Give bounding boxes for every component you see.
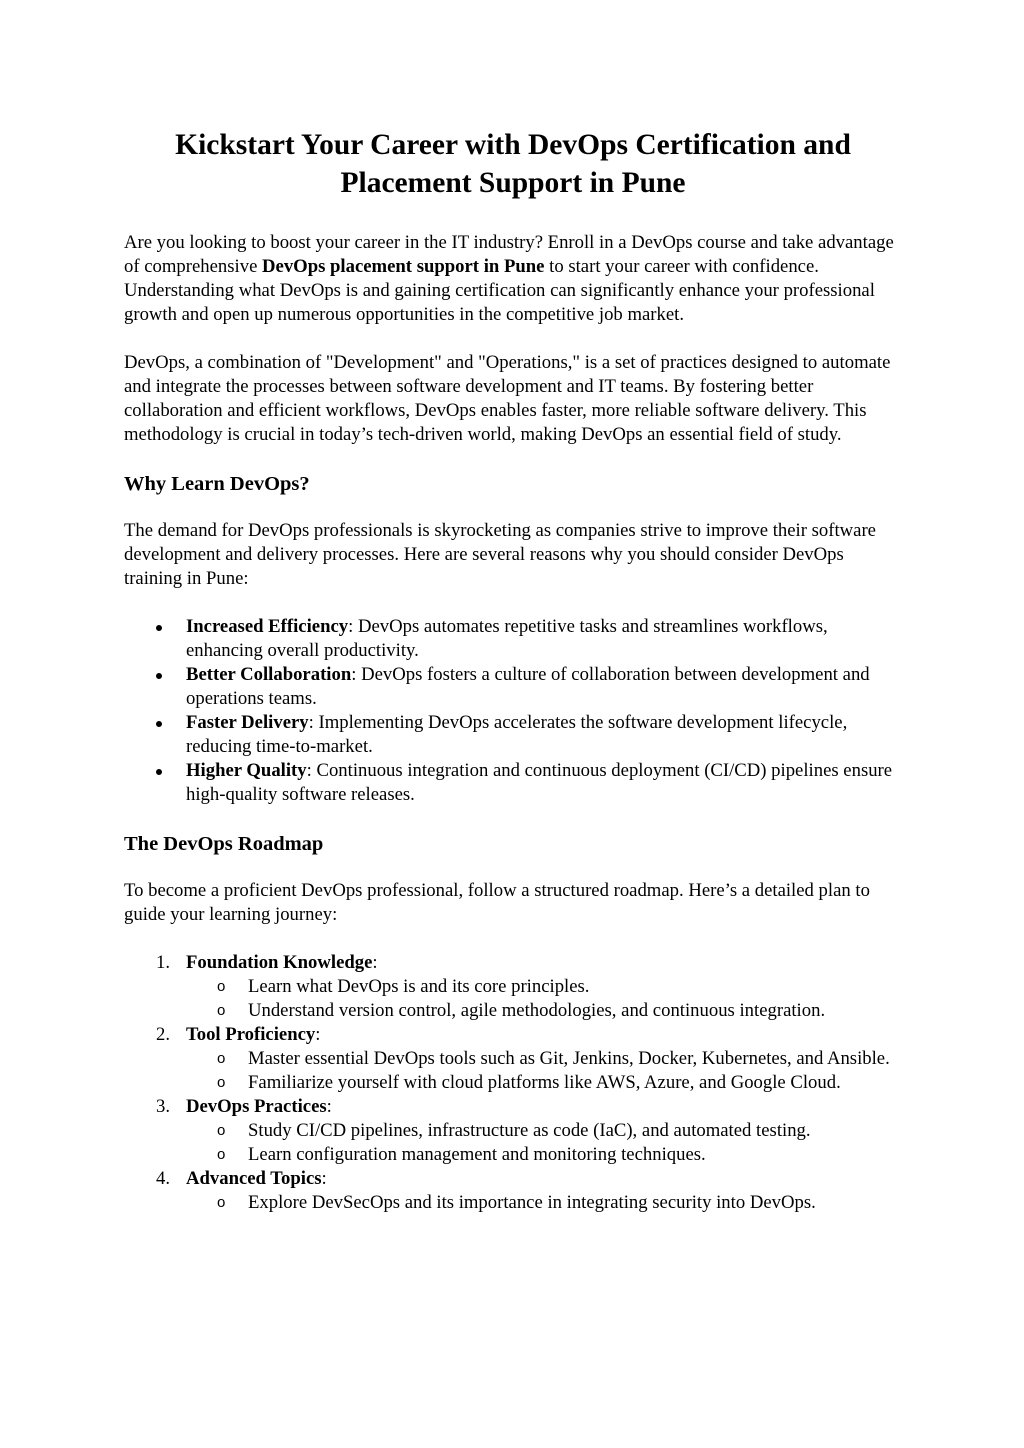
intro-text-start: Are you looking to boost your career in the IT industry? Enroll in a DevOps course and take advantage of comprehensive [124, 232, 894, 277]
bullet-icon [156, 769, 162, 775]
sub-item-text: Explore DevSecOps and its importance in integrating security into DevOps. [248, 1192, 816, 1213]
sub-item-text: Familiarize yourself with cloud platforms like AWS, Azure, and Google Cloud. [248, 1072, 841, 1093]
page-title: Kickstart Your Career with DevOps Certification and Placement Support in Pune [175, 129, 851, 199]
bullet-icon [156, 625, 162, 631]
step-sub-item [186, 1143, 902, 1167]
step-sub-list [186, 1119, 902, 1167]
benefit-item [124, 615, 902, 663]
benefit-text: : DevOps fosters a culture of collaboration between development and operations teams. [186, 664, 870, 709]
sub-item-text: Learn what DevOps is and its core principles. [248, 976, 590, 997]
roadmap-step [124, 1095, 902, 1167]
intro-bold-phrase: DevOps placement support in Pune [262, 256, 545, 277]
step-number: 2. [156, 1024, 171, 1045]
step-sub-list [186, 1047, 902, 1095]
circle-bullet-icon: o [217, 1194, 226, 1211]
roadmap-step [124, 1023, 902, 1095]
roadmap-step [124, 1167, 902, 1215]
roadmap-steps-list [124, 951, 902, 1215]
step-title: DevOps Practices [186, 1096, 327, 1117]
benefit-item [124, 759, 902, 807]
step-title: Foundation Knowledge [186, 952, 373, 973]
why-intro-paragraph: The demand for DevOps professionals is skyrocketing as companies strive to improve their software development and delivery processes. Here are several reasons why you should consider DevOps training in Pune: [124, 520, 876, 589]
step-sub-item [186, 1119, 902, 1143]
circle-bullet-icon: o [217, 978, 226, 995]
step-colon: : [372, 952, 378, 973]
sub-item-text: Master essential DevOps tools such as Git, Jenkins, Docker, Kubernetes, and Ansible. [248, 1048, 890, 1069]
benefit-term: Faster Delivery [186, 712, 309, 733]
step-colon: : [321, 1168, 327, 1189]
roadmap-heading: The DevOps Roadmap [124, 833, 324, 855]
roadmap-intro-paragraph: To become a proficient DevOps professional, follow a structured roadmap. Here’s a detailed plan to guide your learning journey: [124, 880, 870, 925]
sub-item-text: Understand version control, agile methodologies, and continuous integration. [248, 1000, 826, 1021]
definition-paragraph: DevOps, a combination of "Development" and "Operations," is a set of practices designed to automate and integrate the processes between software development and IT teams. By fostering better collaboration and efficient workflows, DevOps enables faster, more reliable software delivery. This methodology is crucial in today’s tech-driven world, making DevOps an essential field of study. [124, 352, 891, 445]
step-colon: : [326, 1096, 332, 1117]
step-sub-item [186, 1191, 902, 1215]
benefit-term: Higher Quality [186, 760, 307, 781]
step-title: Advanced Topics [186, 1168, 322, 1189]
step-sub-item [186, 999, 902, 1023]
benefit-item [124, 711, 902, 759]
step-sub-list [186, 1191, 902, 1215]
circle-bullet-icon: o [217, 1002, 226, 1019]
sub-item-text: Learn configuration management and monitoring techniques. [248, 1144, 706, 1165]
step-number: 3. [156, 1096, 171, 1117]
circle-bullet-icon: o [217, 1074, 226, 1091]
benefit-item [124, 663, 902, 711]
intro-paragraph [124, 231, 902, 327]
step-sub-list [186, 975, 902, 1023]
benefit-text: : DevOps automates repetitive tasks and streamlines workflows, enhancing overall productivity. [186, 616, 828, 661]
step-sub-item [186, 975, 902, 999]
circle-bullet-icon: o [217, 1146, 226, 1163]
document-content [124, 126, 902, 1215]
benefit-term: Increased Efficiency [186, 616, 349, 637]
benefit-text: : Continuous integration and continuous deployment (CI/CD) pipelines ensure high-quality software releases. [186, 760, 893, 805]
bullet-icon [156, 673, 162, 679]
circle-bullet-icon: o [217, 1050, 226, 1067]
circle-bullet-icon: o [217, 1122, 226, 1139]
step-colon: : [315, 1024, 321, 1045]
intro-text-end: to start your career with confidence. Understanding what DevOps is and gaining certification can significantly enhance your professional growth and open up numerous opportunities in the competitive job market. [124, 256, 875, 325]
bullet-icon [156, 721, 162, 727]
step-sub-item [186, 1071, 902, 1095]
step-number: 1. [156, 952, 171, 973]
why-heading: Why Learn DevOps? [124, 473, 310, 495]
step-number: 4. [156, 1168, 171, 1189]
benefits-list [124, 615, 902, 807]
step-sub-item [186, 1047, 902, 1071]
benefit-term: Better Collaboration [186, 664, 352, 685]
step-title: Tool Proficiency [186, 1024, 316, 1045]
sub-item-text: Study CI/CD pipelines, infrastructure as code (IaC), and automated testing. [248, 1120, 811, 1141]
roadmap-step [124, 951, 902, 1023]
benefit-text: : Implementing DevOps accelerates the software development lifecycle, reducing time-to-market. [186, 712, 848, 757]
